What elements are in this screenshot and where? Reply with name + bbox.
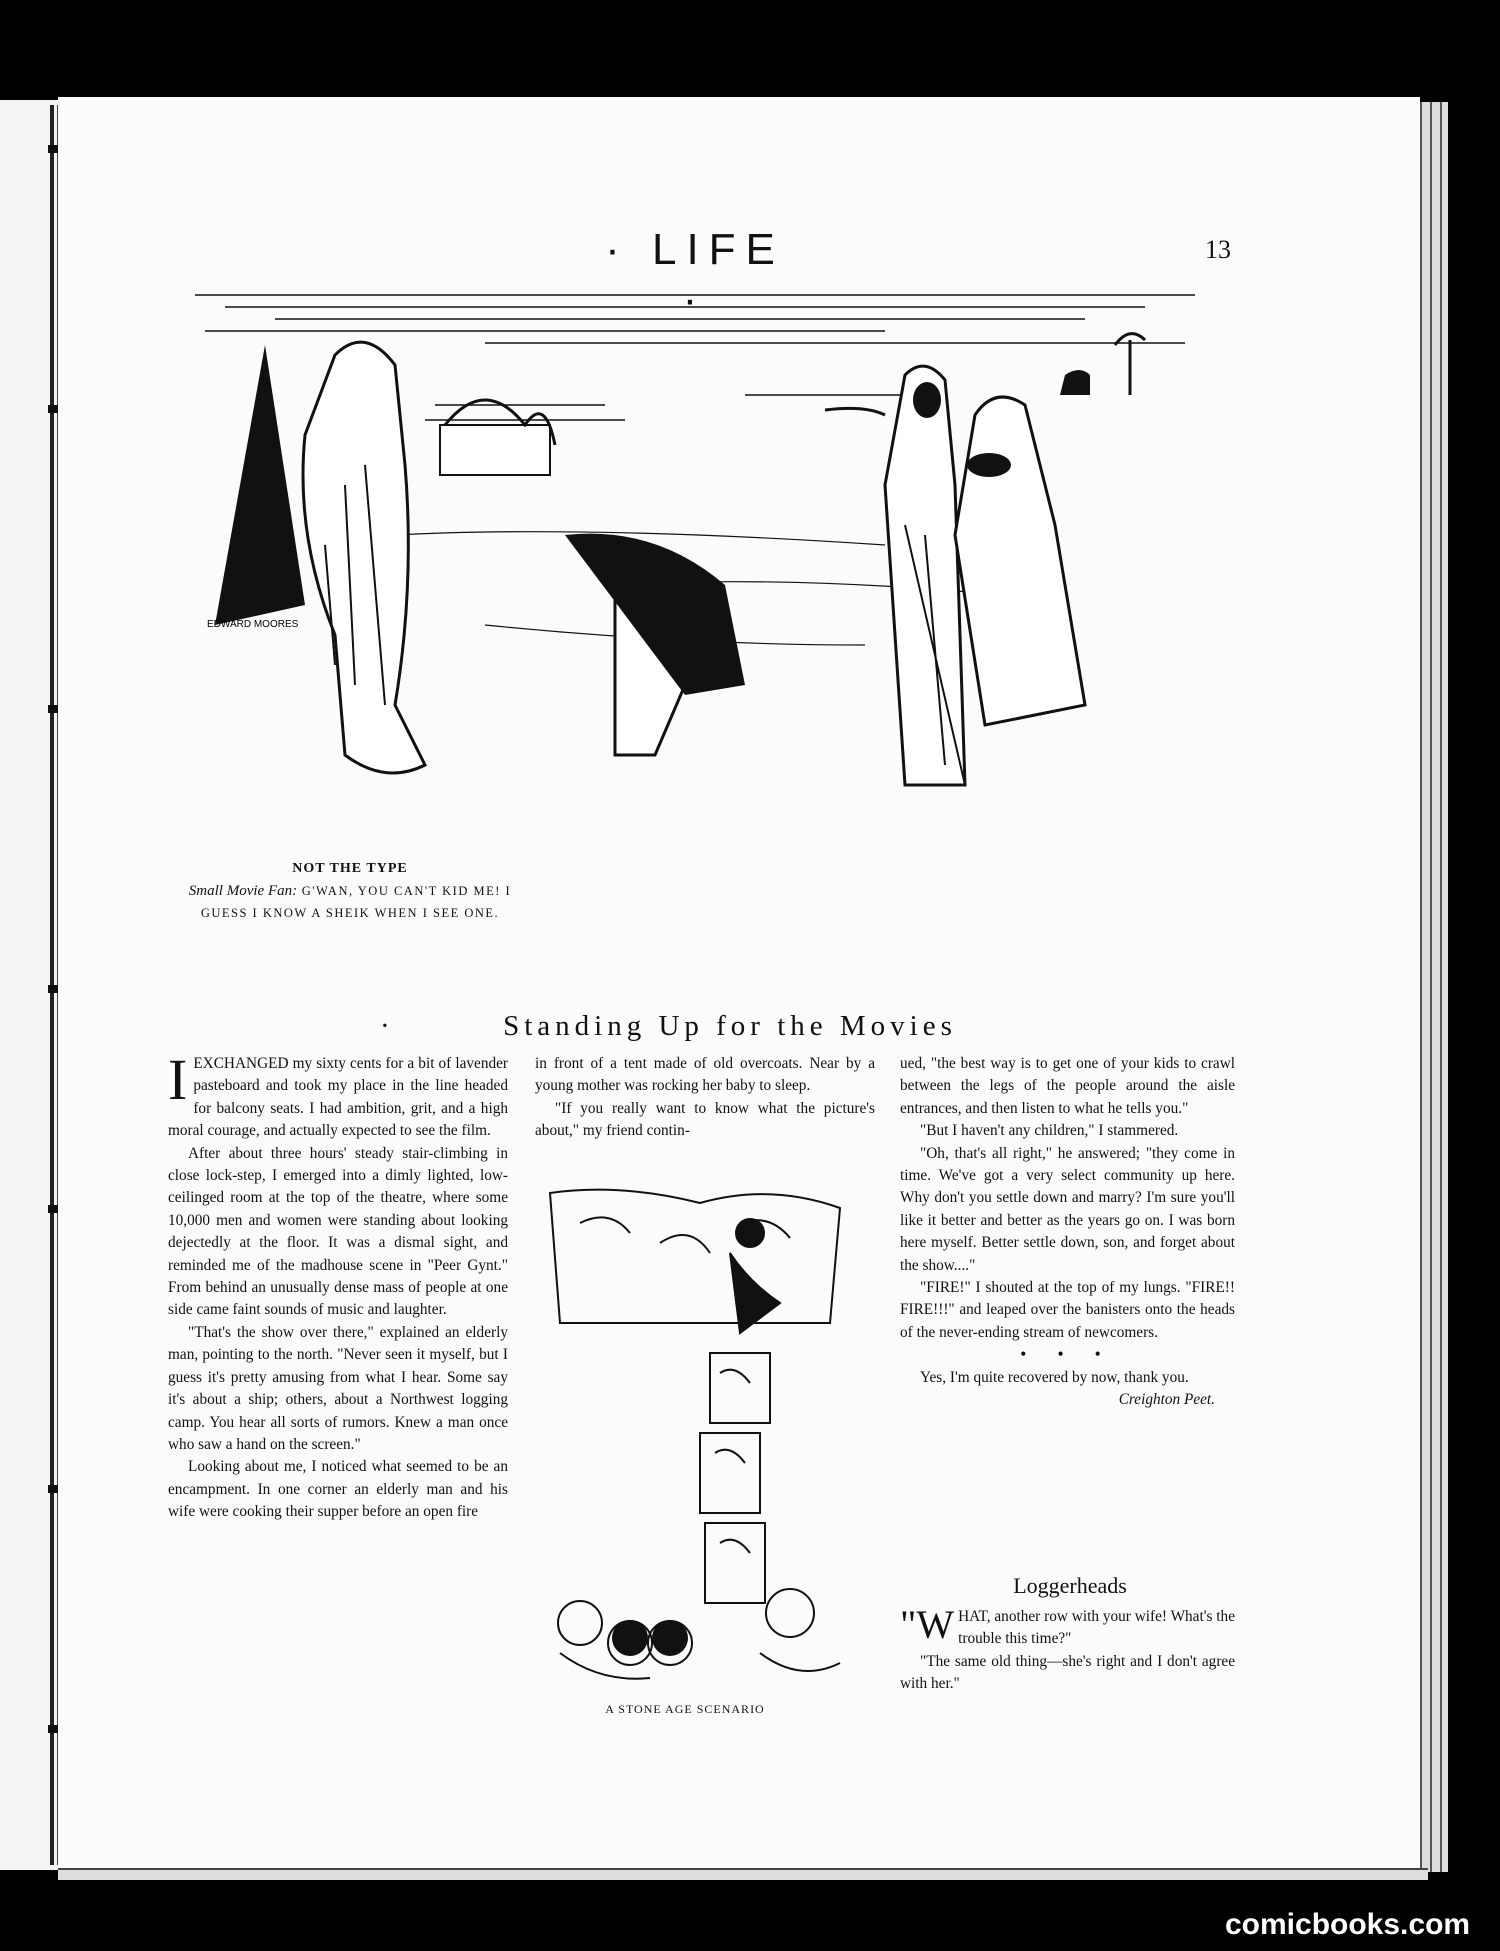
- title-bullet: ·: [380, 1010, 395, 1042]
- paragraph: "The same old thing—she's right and I don't agree with her.": [900, 1652, 1235, 1693]
- section-separator: • • •: [1020, 1346, 1115, 1364]
- caption-title: NOT THE TYPE: [292, 861, 408, 876]
- camels-group: [440, 425, 550, 475]
- illustration-caption: A STONE AGE SCENARIO: [605, 1702, 765, 1716]
- page-bottom-edge: [58, 1868, 1428, 1880]
- cartoon-caption: [185, 858, 515, 924]
- paragraph: "That's the show over there," explained an elderly man, pointing to the north. "Never seen it myself, but I guess it's pretty amusing from what I hear. Some say it's about a ship; others, about a Northwest logging camp. You hear all sorts of rumors. Knew a man once who saw a hand on the screen.": [168, 1323, 508, 1453]
- author-signature: Creighton Peet.: [1118, 1391, 1215, 1409]
- watermark: comicbooks.com: [1225, 1908, 1471, 1941]
- sheik-figure: [303, 342, 425, 773]
- stone-age-illustration: [540, 1183, 870, 1698]
- article-column-1: [168, 1047, 508, 1524]
- tent: [215, 345, 305, 625]
- paragraph: "But I haven't any children," I stammered.: [920, 1122, 1179, 1140]
- masthead: · LIFE ·: [605, 225, 785, 324]
- caption-speaker: Small Movie Fan:: [188, 883, 298, 899]
- paragraph: "Oh, that's all right," he answered; "they come in time. We've got a very select community up here. Why don't you settle down and marry? I'm sure you'll like it better and better as the years go on. I was born here myself. Better settle down, son, and forget about the show....": [900, 1144, 1235, 1274]
- page-edge: [1430, 102, 1440, 1872]
- guide-figure: [885, 366, 965, 785]
- paragraph: After about three hours' steady stair-climbing in close lock-step, I emerged into a dimly lighted, low-ceilinged room at the top of the theatre, where some 10,000 men and women were standing about looking dejectedly at the floor. It was a dismal sight, and reminded me of the madhouse scene in "Peer Gynt." From behind an unusually dense mass of people at one side came faint sounds of music and laughter.: [168, 1144, 508, 1319]
- paragraph: EXCHANGED my sixty cents for a bit of lavender pasteboard and took my place in the line headed for balcony seats. I had ambition, grit, and a high moral courage, and actually expected to see the film.: [168, 1055, 508, 1140]
- drop-cap: "W: [900, 1602, 955, 1647]
- loggerheads-title: Loggerheads: [1013, 1573, 1127, 1598]
- loggerheads-text: [900, 1602, 1235, 1696]
- paragraph: ued, "the best way is to get one of your kids to crawl between the legs of the people around the aisle entrances, and then listen to what he tells you.": [900, 1055, 1235, 1117]
- paragraph: Looking about me, I noticed what seemed to be an encampment. In one corner an elderly man and his wife were cooking their supper before an open fire: [168, 1458, 508, 1521]
- paragraph: "If you really want to know what the picture's about," my friend contin-: [535, 1099, 875, 1140]
- paragraph: "FIRE!" I shouted at the top of my lungs. "FIRE!! FIRE!!!" and leaped over the banisters onto the heads of the never-ending stream of newcomers.: [900, 1279, 1235, 1341]
- page-edge: [1420, 102, 1430, 1872]
- article-column-2: [535, 1053, 875, 1143]
- page-edge: [1440, 102, 1448, 1872]
- drop-cap: I: [168, 1047, 188, 1112]
- artist-signature: EDWARD MOORES: [207, 619, 299, 630]
- caption-body: [185, 880, 515, 924]
- page-number: 13: [1205, 235, 1231, 264]
- article-column-3: [900, 1053, 1235, 1412]
- paragraph: HAT, another row with your wife! What's the trouble this time?": [958, 1608, 1235, 1648]
- caption-text: G'WAN, YOU CAN'T KID ME! I GUESS I KNOW A SHEIK WHEN I SEE ONE.: [200, 884, 512, 920]
- article-title: [380, 1010, 1080, 1043]
- woman-figure: [955, 397, 1085, 725]
- title-text: Standing Up for the Movies: [503, 1010, 957, 1042]
- paragraph: Yes, I'm quite recovered by now, thank you.: [920, 1368, 1189, 1386]
- paragraph: in front of a tent made of old overcoats. Near by a young mother was rocking her baby to sleep.: [535, 1055, 875, 1095]
